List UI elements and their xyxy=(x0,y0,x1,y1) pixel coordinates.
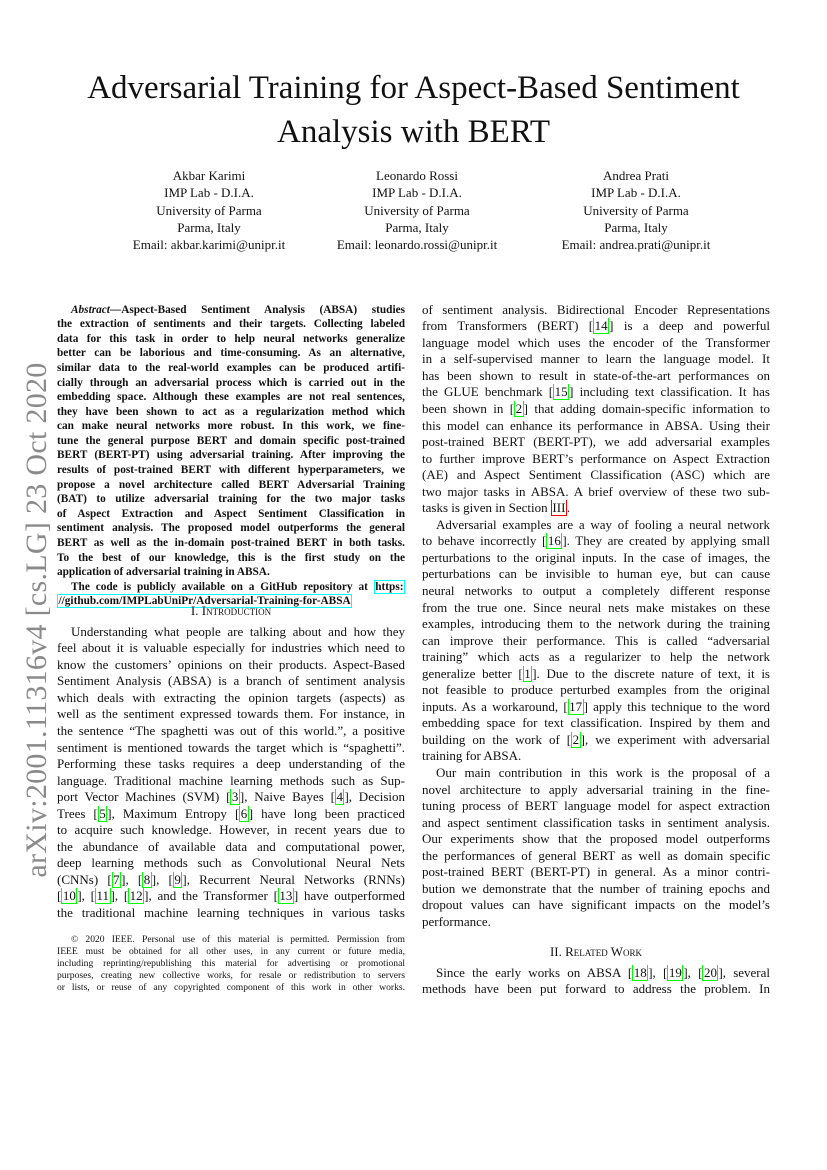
author-name: Akbar Karimi xyxy=(172,168,246,183)
text-line: to further improve BERT’s performance on Aspect Extraction xyxy=(422,450,770,466)
text-line: they have been shown to act as a regularization method which xyxy=(57,405,405,418)
text-line: examples, introducing them to the network during the training xyxy=(422,616,770,632)
paper-title-line: Analysis with BERT xyxy=(276,114,551,150)
author-block xyxy=(99,167,319,253)
text-line: Understanding what people are talking about and how they xyxy=(71,623,405,639)
citation-link[interactable]: 20 xyxy=(703,964,717,980)
text-line: embedding space. Although these examples are not real sentences, xyxy=(57,391,405,404)
text-line: [ 10 ], [ 11 ], [ 12 ], and the Transformer [ 13 ] have outperformed xyxy=(57,888,405,904)
text-line: propose a novel architecture called BERT Adversarial Training xyxy=(57,478,405,491)
introduction-text xyxy=(57,624,405,922)
section-reference-link[interactable]: III xyxy=(552,500,566,516)
citation-link[interactable]: 8 xyxy=(143,871,151,887)
text-line: has been shown to result in state-of-the-art performances on xyxy=(422,367,770,383)
text-line: been shown in [ 2 ] that adding domain-specific information to xyxy=(422,400,770,416)
github-url-link[interactable]: https: xyxy=(375,580,404,593)
paragraph xyxy=(422,517,770,765)
text-line: application of adversarial training in ABSA. xyxy=(57,566,270,579)
arxiv-identifier-stamp: arXiv:2001.11316v4 [cs.LG] 23 Oct 2020 xyxy=(20,362,53,878)
section-heading-related-work: II. Related Work xyxy=(549,944,643,959)
citation-link[interactable]: 6 xyxy=(240,805,248,821)
author-university: University of Parma xyxy=(156,202,262,218)
text-line: building on the work of [ 2 ], we experiment with adversarial xyxy=(422,731,770,747)
citation-link[interactable]: 9 xyxy=(174,871,181,887)
related-work-text xyxy=(422,965,770,998)
text-line: The code is publicly available on a GitHub repository at https: xyxy=(71,580,404,593)
text-line: similar data to the real-world examples can be produced artifi- xyxy=(57,362,405,374)
text-line: well as the sentiment expressed towards them. For instance, in xyxy=(57,706,405,722)
text-line: To the best of our knowledge, this is the first study on the xyxy=(57,551,405,564)
text-line: tasks is given in Section III . xyxy=(422,500,571,516)
author-location: Parma, Italy xyxy=(177,219,241,235)
text-line: better can be laborious and time-consuming. As an alternative, xyxy=(57,347,405,360)
author-email: Email: leonardo.rossi@unipr.it xyxy=(336,237,498,253)
author-email: Email: andrea.prati@unipr.it xyxy=(561,237,711,253)
author-name: Andrea Prati xyxy=(602,168,670,183)
author-university: University of Parma xyxy=(364,202,470,218)
text-line: Adversarial examples are a way of fooling a neural network xyxy=(436,516,770,532)
text-line: Since the early works on ABSA [ 18 ], [ 19 ], [ 20 ], several xyxy=(436,964,770,980)
github-url-link[interactable]: //github.com/IMPLabUniPr/Adversarial-Training-for-ABSA xyxy=(58,595,351,608)
text-line: to behave incorrectly [ 16 ]. They are created by applying small xyxy=(422,533,770,549)
text-line: Our main contribution in this work is the proposal of a xyxy=(436,765,770,780)
text-line: the abundance of available data and computational power, xyxy=(57,838,405,854)
paragraph xyxy=(422,765,770,930)
text-line: BERT as well as the in-domain post-trained BERT in both tasks. xyxy=(57,536,405,549)
text-line: including reprinting/republishing this material for advertising or promotional xyxy=(57,958,405,969)
text-line: Trees [ 5 ], Maximum Entropy [ 6 ] have long been practiced xyxy=(57,805,405,821)
paragraph xyxy=(422,302,770,517)
author-name: Leonardo Rossi xyxy=(376,168,458,183)
text-line: (AE) and Aspect Sentiment Classification (ASC) which are xyxy=(422,467,770,483)
paper-title xyxy=(0,66,827,154)
paragraph xyxy=(57,934,405,994)
text-line: methods have been put forward to address the problem. In xyxy=(422,981,770,997)
text-line: port Vector Machines (SVM) [ 3 ], Naive Bayes [ 4 ], Decision xyxy=(57,789,405,805)
text-line: cially through an adversarial process which is carried out in the xyxy=(57,376,405,389)
citation-link[interactable]: 5 xyxy=(99,805,106,821)
text-line: can make neural networks more robust. In this work, we fine- xyxy=(57,420,405,433)
text-line: novel architecture to apply adversarial training in the fine- xyxy=(422,781,770,797)
introduction-text-continued xyxy=(422,302,770,931)
abstract xyxy=(57,303,405,609)
text-line: © 2020 IEEE. Personal use of this material is permitted. Permission from xyxy=(71,934,405,945)
text-line: of sentiment analysis. Bidirectional Encoder Representations xyxy=(422,301,770,317)
author-lab: IMP Lab - D.I.A. xyxy=(164,185,254,201)
citation-link[interactable]: 11 xyxy=(96,888,110,904)
text-line: language. Traditional machine learning methods such as Sup- xyxy=(57,772,405,788)
abstract-label: Abstract xyxy=(71,303,110,316)
text-line: from the true one. Since neural nets make mistakes on these xyxy=(422,599,770,615)
citation-link[interactable]: 12 xyxy=(129,888,143,904)
text-line: the extraction of sentiments and their targets. Collecting labeled xyxy=(57,318,405,331)
citation-link[interactable]: 14 xyxy=(594,318,608,334)
text-line: results of post-trained BERT with different hyperparameters, we xyxy=(57,464,405,477)
text-line: and aspect sentiment classification tasks in sentiment analysis. xyxy=(422,814,770,830)
text-line: Our experiments show that the proposed model outperforms xyxy=(422,831,770,847)
text-line: inputs. As a workaround, [ 17 ] apply this technique to the word xyxy=(422,698,770,714)
citation-link[interactable]: 16 xyxy=(547,533,561,549)
text-line: to acquire such knowledge. However, in recent years due to xyxy=(57,822,405,838)
copyright-footnote xyxy=(57,934,405,994)
author-location: Parma, Italy xyxy=(385,219,449,235)
author-block xyxy=(307,167,527,253)
text-line: the GLUE benchmark [ 15 ] including text classification. It has xyxy=(422,384,770,400)
text-line: (BAT) to utilize adversarial training for the two major tasks xyxy=(57,493,405,506)
text-line: not feasible to produce perturbed examples from the original xyxy=(422,682,770,698)
text-line: tuning process of BERT language model for aspect extraction xyxy=(422,798,770,814)
text-line: BERT (BERT-PT) using adversarial training. After improving the xyxy=(57,449,405,462)
section-heading-introduction: I. Introduction xyxy=(190,603,272,618)
text-line: Sentiment Analysis (ABSA) is a branch of sentiment analysis xyxy=(57,673,405,689)
author-location: Parma, Italy xyxy=(604,219,668,235)
citation-link[interactable]: 19 xyxy=(668,964,682,980)
text-line: training” which acts as a regularizer to help the network xyxy=(422,649,770,665)
text-line: the traditional machine learning techniques in various tasks xyxy=(57,904,405,920)
text-line: bution we demonstrate that the number of training epochs and xyxy=(422,880,770,896)
text-line: of Aspect Extraction and Aspect Sentiment Classification in xyxy=(57,507,405,520)
citation-link[interactable]: 13 xyxy=(279,888,293,904)
text-line: tune the general purpose BERT and domain specific post-trained xyxy=(57,434,405,447)
citation-link[interactable]: 17 xyxy=(569,698,583,714)
text-line: language model which uses the encoder of the Transformer xyxy=(422,334,770,350)
author-university: University of Parma xyxy=(583,202,689,218)
text-line: Abstract—Aspect-Based Sentiment Analysis (ABSA) studies xyxy=(71,303,405,316)
text-line: perturbations can be invisible to human eye, but can cause xyxy=(422,566,770,582)
text-line: dropout values can have significant impacts on the model’s xyxy=(422,897,770,913)
citation-link[interactable]: 10 xyxy=(62,888,76,904)
text-line: post-trained BERT (BERT-PT), we add adversarial examples xyxy=(422,434,770,450)
text-line: data for this task in order to help neural networks generalize xyxy=(57,332,405,345)
text-line: generalize better [ 1 ]. Due to the discrete nature of text, it is xyxy=(422,665,770,681)
author-lab: IMP Lab - D.I.A. xyxy=(372,185,462,201)
author-email: Email: akbar.karimi@unipr.it xyxy=(132,237,286,253)
paper-title-line: Adversarial Training for Aspect-Based Sentiment xyxy=(87,70,740,106)
citation-link[interactable]: 7 xyxy=(113,871,120,887)
text-line: which deals with extracting the opinion targets (aspects) as xyxy=(57,689,405,705)
text-line: two major tasks in ABSA. A brief overview of these two sub- xyxy=(422,483,770,499)
text-line: the sentence “The spaghetti was out of this world.”, a positive xyxy=(57,722,405,738)
citation-link[interactable]: 2 xyxy=(572,731,580,747)
text-line: can improve their performance. This is called “adversarial xyxy=(422,632,770,648)
text-line: deep learning methods such as Convolutional Neural Nets xyxy=(57,855,405,871)
text-line: (CNNs) [ 7 ], [ 8 ], [ 9 ], Recurrent Neural Networks (RNNs) xyxy=(57,871,405,887)
author-block xyxy=(526,167,746,253)
paragraph xyxy=(422,965,770,998)
text-line: purposes, creating new collective works, for resale or redistribution to servers xyxy=(57,970,405,981)
citation-link[interactable]: 18 xyxy=(633,964,647,980)
text-line: or lists, or reuse of any copyrighted component of this work in other works. xyxy=(57,982,405,993)
citation-link[interactable]: 2 xyxy=(515,400,523,416)
text-line: post-trained BERT (BERT-PT) in general. As a minor contri- xyxy=(422,864,770,880)
paragraph xyxy=(57,624,405,922)
text-line: Performing these tasks requires a deep understanding of the xyxy=(57,756,405,772)
text-line: this model can enhance its performance in ABSA. Using their xyxy=(422,417,770,433)
text-line: performance. xyxy=(422,913,491,929)
text-line: the performances of general BERT as well as domain specific xyxy=(422,847,770,863)
text-line: neural networks to output a completely different response xyxy=(422,582,770,598)
text-line: embedding space for text classification. Inspired by them and xyxy=(422,715,770,731)
paragraph xyxy=(57,303,405,580)
text-line: sentiment is mentioned towards the target which is “spaghetti”. xyxy=(57,739,405,755)
text-line: IEEE must be obtained for all other uses, in any current or future media, xyxy=(57,946,405,957)
text-line: know the customers’ opinions on their products. Aspect-Based xyxy=(57,656,405,672)
citation-link[interactable]: 15 xyxy=(554,384,568,400)
citation-link[interactable]: 3 xyxy=(231,789,239,805)
author-lab: IMP Lab - D.I.A. xyxy=(591,185,681,201)
text-line: in a self-supervised manner to learn the language model. It xyxy=(422,351,770,367)
text-line: perturbations to the original inputs. In the case of images, the xyxy=(422,549,770,565)
citation-link[interactable]: 1 xyxy=(524,665,531,681)
citation-link[interactable]: 4 xyxy=(336,789,343,805)
text-line: from Transformers (BERT) [ 14 ] is a deep and powerful xyxy=(422,318,770,334)
text-line: feel about it is valuable especially for industries which need to xyxy=(57,640,405,656)
text-line: training for ABSA. xyxy=(422,748,522,764)
text-line: sentiment analysis. The proposed model outperforms the general xyxy=(57,522,405,535)
